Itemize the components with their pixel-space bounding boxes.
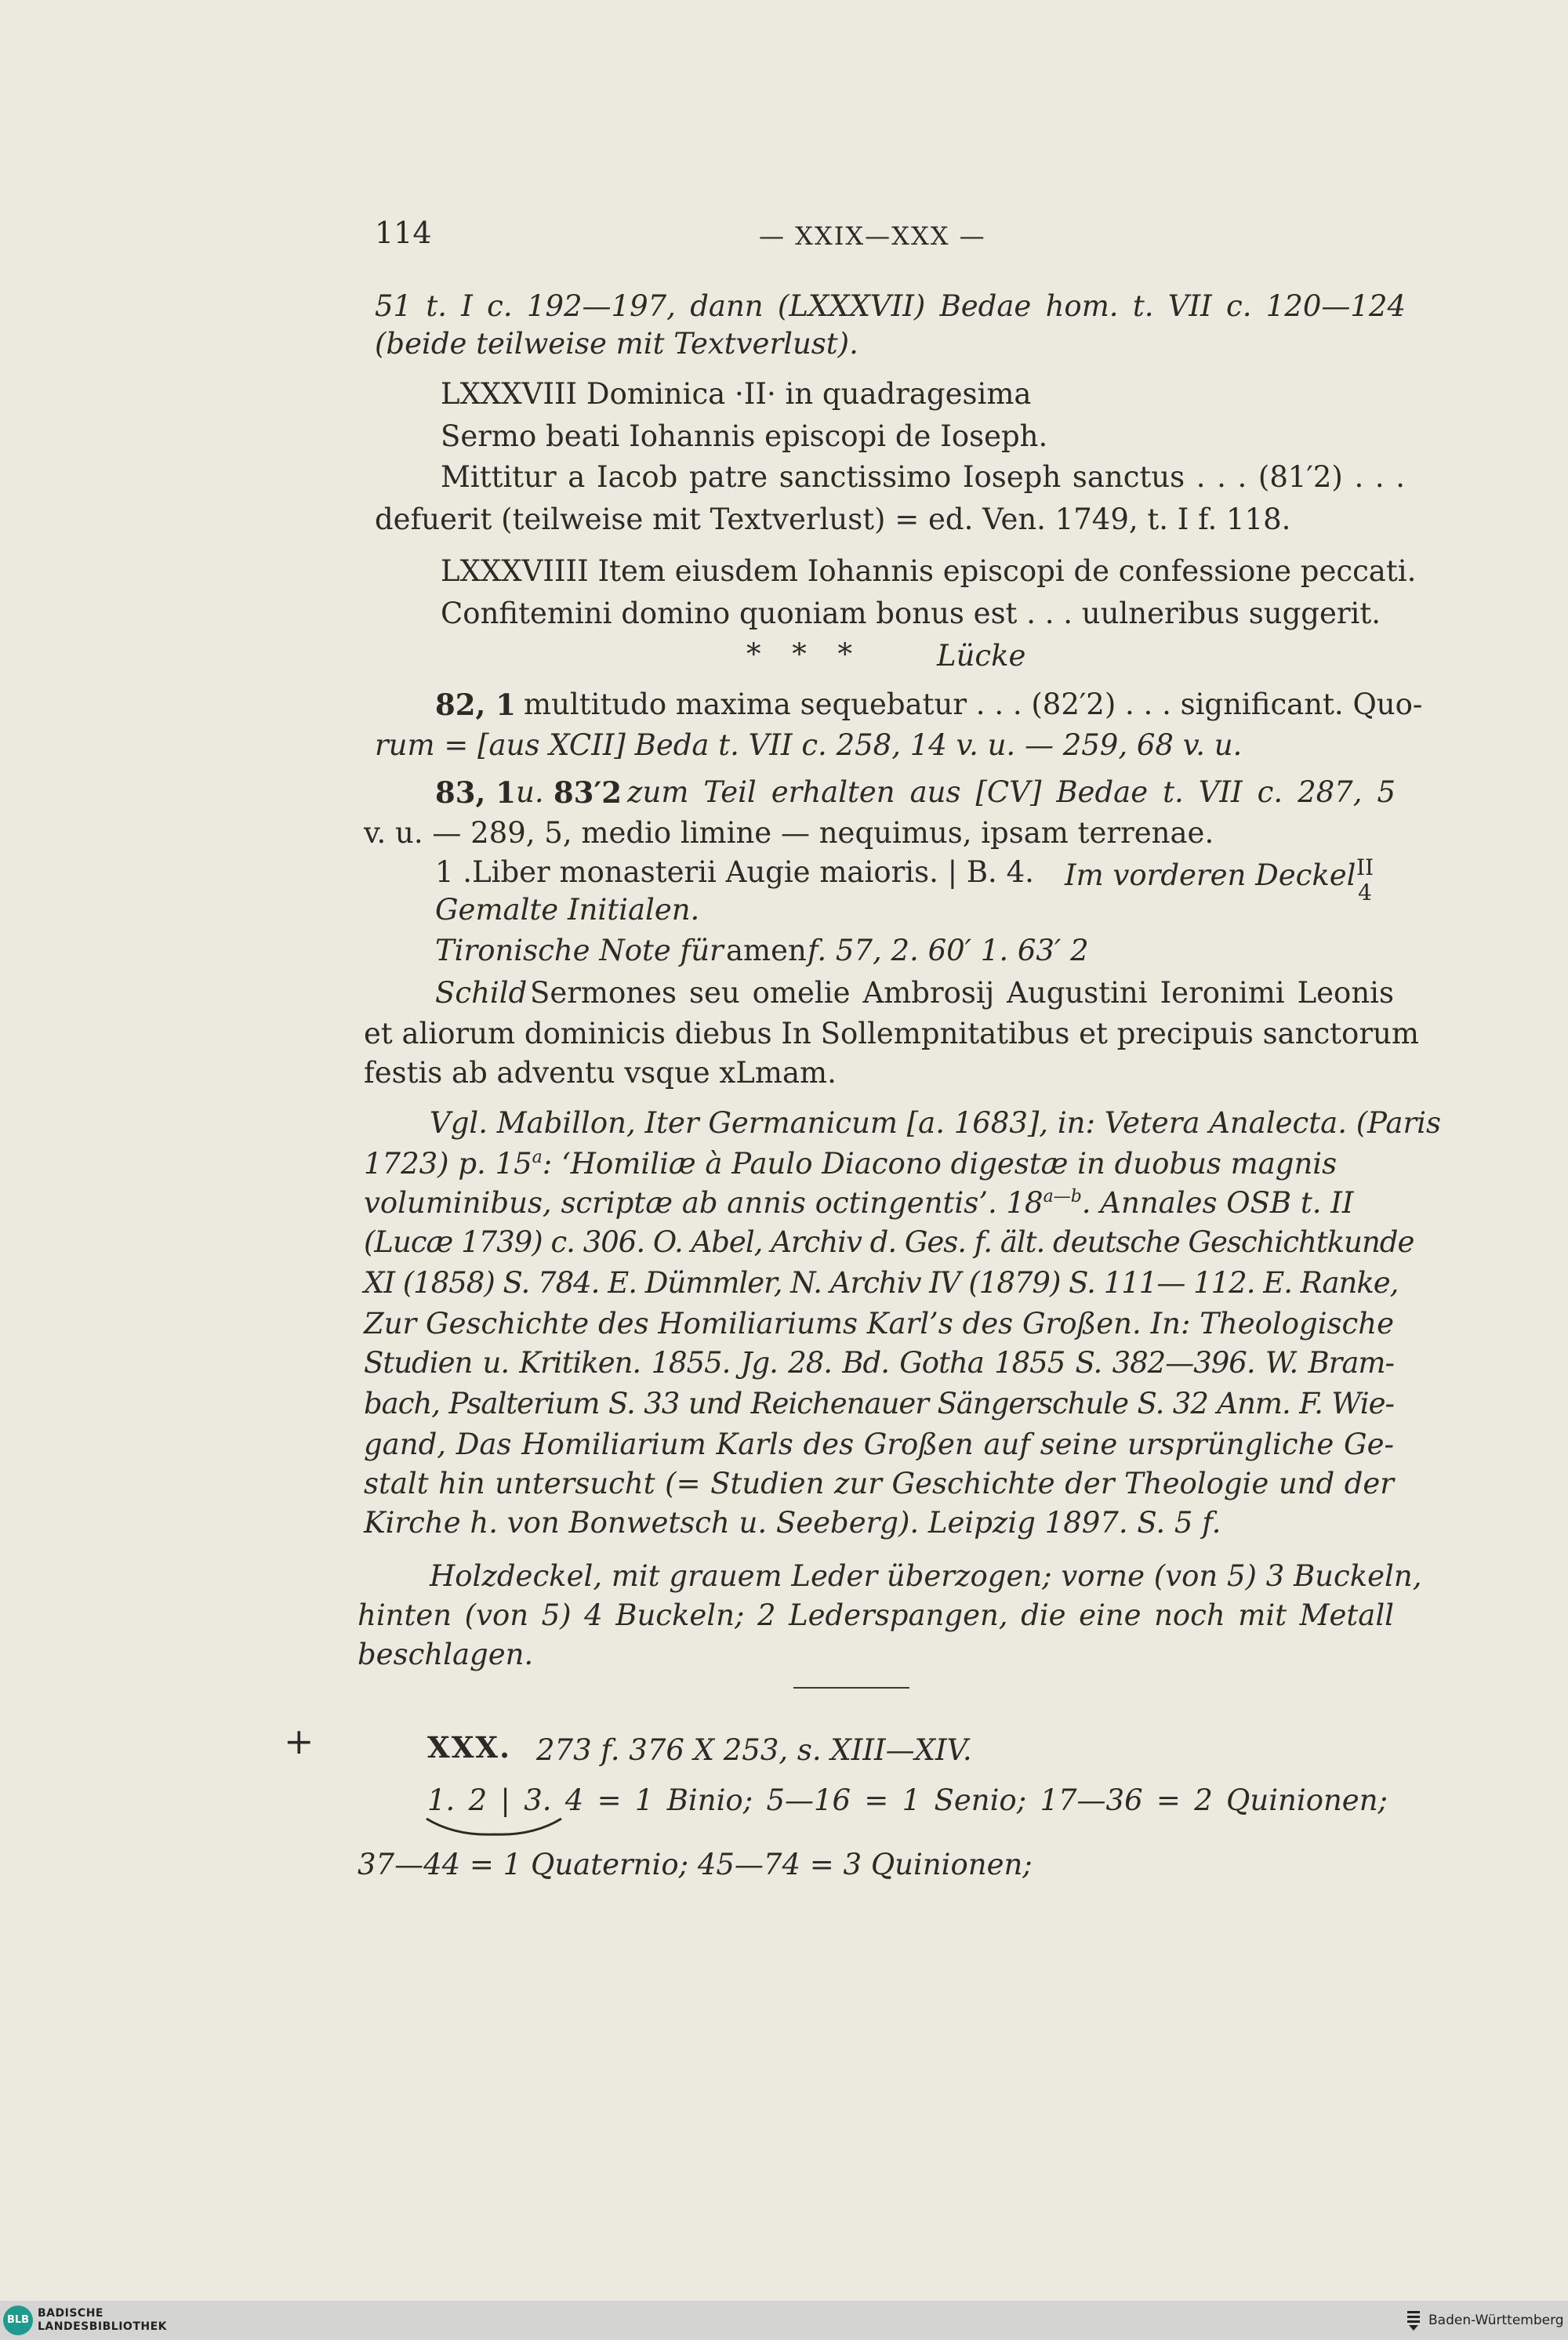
- text-line: (Lucæ 1739) c. 306. O. Abel, Archiv d. Ges. f. ält. deutsche Geschichtkunde: [364, 1225, 1414, 1259]
- folio-ref: 83, 1: [435, 775, 516, 810]
- library-name-line: BADISCHE: [38, 2307, 103, 2320]
- text-segment: . Annales OSB t. II: [1081, 1186, 1354, 1220]
- text-line: v. u. — 289, 5, medio limine — nequimus, ipsam terrenae.: [364, 816, 1214, 850]
- gap-note: Lücke: [937, 639, 1026, 673]
- section-heading-lxxxviiii: LXXXVIIII Item eiusdem Iohannis episcopi de confessione peccati.: [441, 554, 1417, 588]
- library-name-line: LANDESBIBLIOTHEK: [38, 2320, 168, 2333]
- text-line: Sermo beati Iohannis episcopi de Ioseph.: [441, 419, 1048, 453]
- text-line: festis ab adventu vsque xLmam.: [364, 1056, 837, 1090]
- running-title: — XXIX—XXX —: [759, 221, 986, 251]
- superscript: a—b: [1043, 1187, 1082, 1206]
- text-line: zum Teil erhalten aus [CV] Bedae t. VII c. 287, 5: [627, 775, 1396, 809]
- text-line: Vgl. Mabillon, Iter Germanicum [a. 1683], in: Vetera Analecta. (Paris: [430, 1106, 1441, 1140]
- text-line: Mittitur a Iacob patre sanctissimo Ioseph sanctus . . . (81′2) . . .: [441, 460, 1405, 494]
- fraction-top: II: [1356, 854, 1374, 880]
- plus-mark: +: [284, 1720, 314, 1762]
- text-line: u.: [516, 775, 544, 809]
- text-line: defuerit (teilweise mit Textverlust) = ed. Ven. 1749, t. I f. 118.: [375, 502, 1291, 536]
- text-line: Tironische Note für: [435, 934, 724, 967]
- text-line: XI (1858) S. 784. E. Dümmler, N. Archiv IV (1879) S. 111— 112. E. Ranke,: [364, 1266, 1399, 1300]
- fraction-bottom: 4: [1358, 880, 1372, 905]
- text-line: Gemalte Initialen.: [435, 893, 700, 927]
- text-line: Studien u. Kritiken. 1855. Jg. 28. Bd. Gotha 1855 S. 382—396. W. Bram-: [364, 1346, 1394, 1380]
- text-line: [364, 1146, 1337, 1187]
- library-name: [38, 2307, 167, 2334]
- text-segment: voluminibus, scriptæ ab annis octingentis’. 18: [364, 1186, 1044, 1220]
- text-line: et aliorum dominicis diebus In Sollempnitatibus et precipuis sanctorum: [364, 1017, 1419, 1050]
- text-line: amen: [726, 934, 807, 967]
- page-number: 114: [375, 216, 432, 250]
- superscript: a: [532, 1148, 543, 1167]
- text-line: [364, 1185, 1353, 1226]
- text-line: bach, Psalterium S. 33 und Reichenauer Sängerschule S. 32 Anm. F. Wie-: [364, 1387, 1394, 1420]
- text-segment: 1723) p. 15: [364, 1147, 532, 1181]
- text-line: f. 57, 2. 60′ 1. 63′ 2: [808, 934, 1089, 967]
- text-line: 273 f. 376 X 253, s. XIII—XIV.: [536, 1733, 972, 1767]
- text-line: hinten (von 5) 4 Buckeln; 2 Lederspangen, die eine noch mit Metall: [358, 1598, 1394, 1632]
- footer-bar: [0, 2301, 1568, 2340]
- binding-brace: [423, 1816, 564, 1839]
- text-line: Schild: [435, 976, 528, 1010]
- text-line: beschlagen.: [358, 1638, 534, 1671]
- folio-ref: 83′2: [554, 775, 622, 810]
- text-line: 51 t. I c. 192—197, dann (LXXXVII) Bedae hom. t. VII c. 120—124: [375, 289, 1406, 323]
- text-line: multitudo maxima sequebatur . . . (82′2) . . . significant. Quo-: [524, 687, 1423, 721]
- text-segment: : ‘Homiliæ à Paulo Diacono digestæ in duobus magnis: [542, 1147, 1338, 1181]
- text-line: 37—44 = 1 Quaternio; 45—74 = 3 Quinionen;: [358, 1848, 1033, 1881]
- state-name: Baden-Württemberg: [1428, 2313, 1564, 2328]
- text-line: 1. 2 | 3. 4 = 1 Binio; 5—16 = 1 Senio; 17—36 = 2 Quinionen;: [427, 1783, 1388, 1817]
- text-line: Zur Geschichte des Homiliariums Karl’s des Großen. In: Theologische: [364, 1307, 1394, 1341]
- text-line: Im vorderen Deckel: [1065, 858, 1356, 892]
- text-line: Kirche h. von Bonwetsch u. Seeberg). Leipzig 1897. S. 5 f.: [364, 1506, 1221, 1540]
- section-divider: [793, 1687, 909, 1689]
- folio-ref: 82, 1: [435, 687, 516, 722]
- text-line: rum = [aus XCII] Beda t. VII c. 258, 14 v. u. — 259, 68 v. u.: [375, 728, 1243, 762]
- section-heading-lxxxviii: LXXXVIII Dominica ·II· in quadragesima: [441, 377, 1032, 411]
- manuscript-number: XXX.: [427, 1730, 512, 1765]
- text-line: gand, Das Homiliarium Karls des Großen auf seine ursprüngliche Ge-: [364, 1428, 1394, 1461]
- text-line: Sermones seu omelie Ambrosij Augustini Ieronimi Leonis: [530, 976, 1394, 1010]
- text-line: Confitemini domino quoniam bonus est . . . uulneribus suggerit.: [441, 597, 1381, 630]
- text-line: Holzdeckel, mit grauem Leder überzogen; vorne (von 5) 3 Buckeln,: [430, 1559, 1422, 1593]
- text-line: stalt hin untersucht (= Studien zur Geschichte der Theologie und der: [364, 1467, 1394, 1500]
- state-crest-icon: [1405, 2309, 1422, 2332]
- asterism: * * *: [746, 637, 864, 671]
- blb-logo-icon: BLB: [3, 2306, 33, 2335]
- text-line: 1 .Liber monasterii Augie maioris. | B. 4.: [435, 855, 1034, 889]
- text-line: (beide teilweise mit Textverlust).: [375, 327, 858, 361]
